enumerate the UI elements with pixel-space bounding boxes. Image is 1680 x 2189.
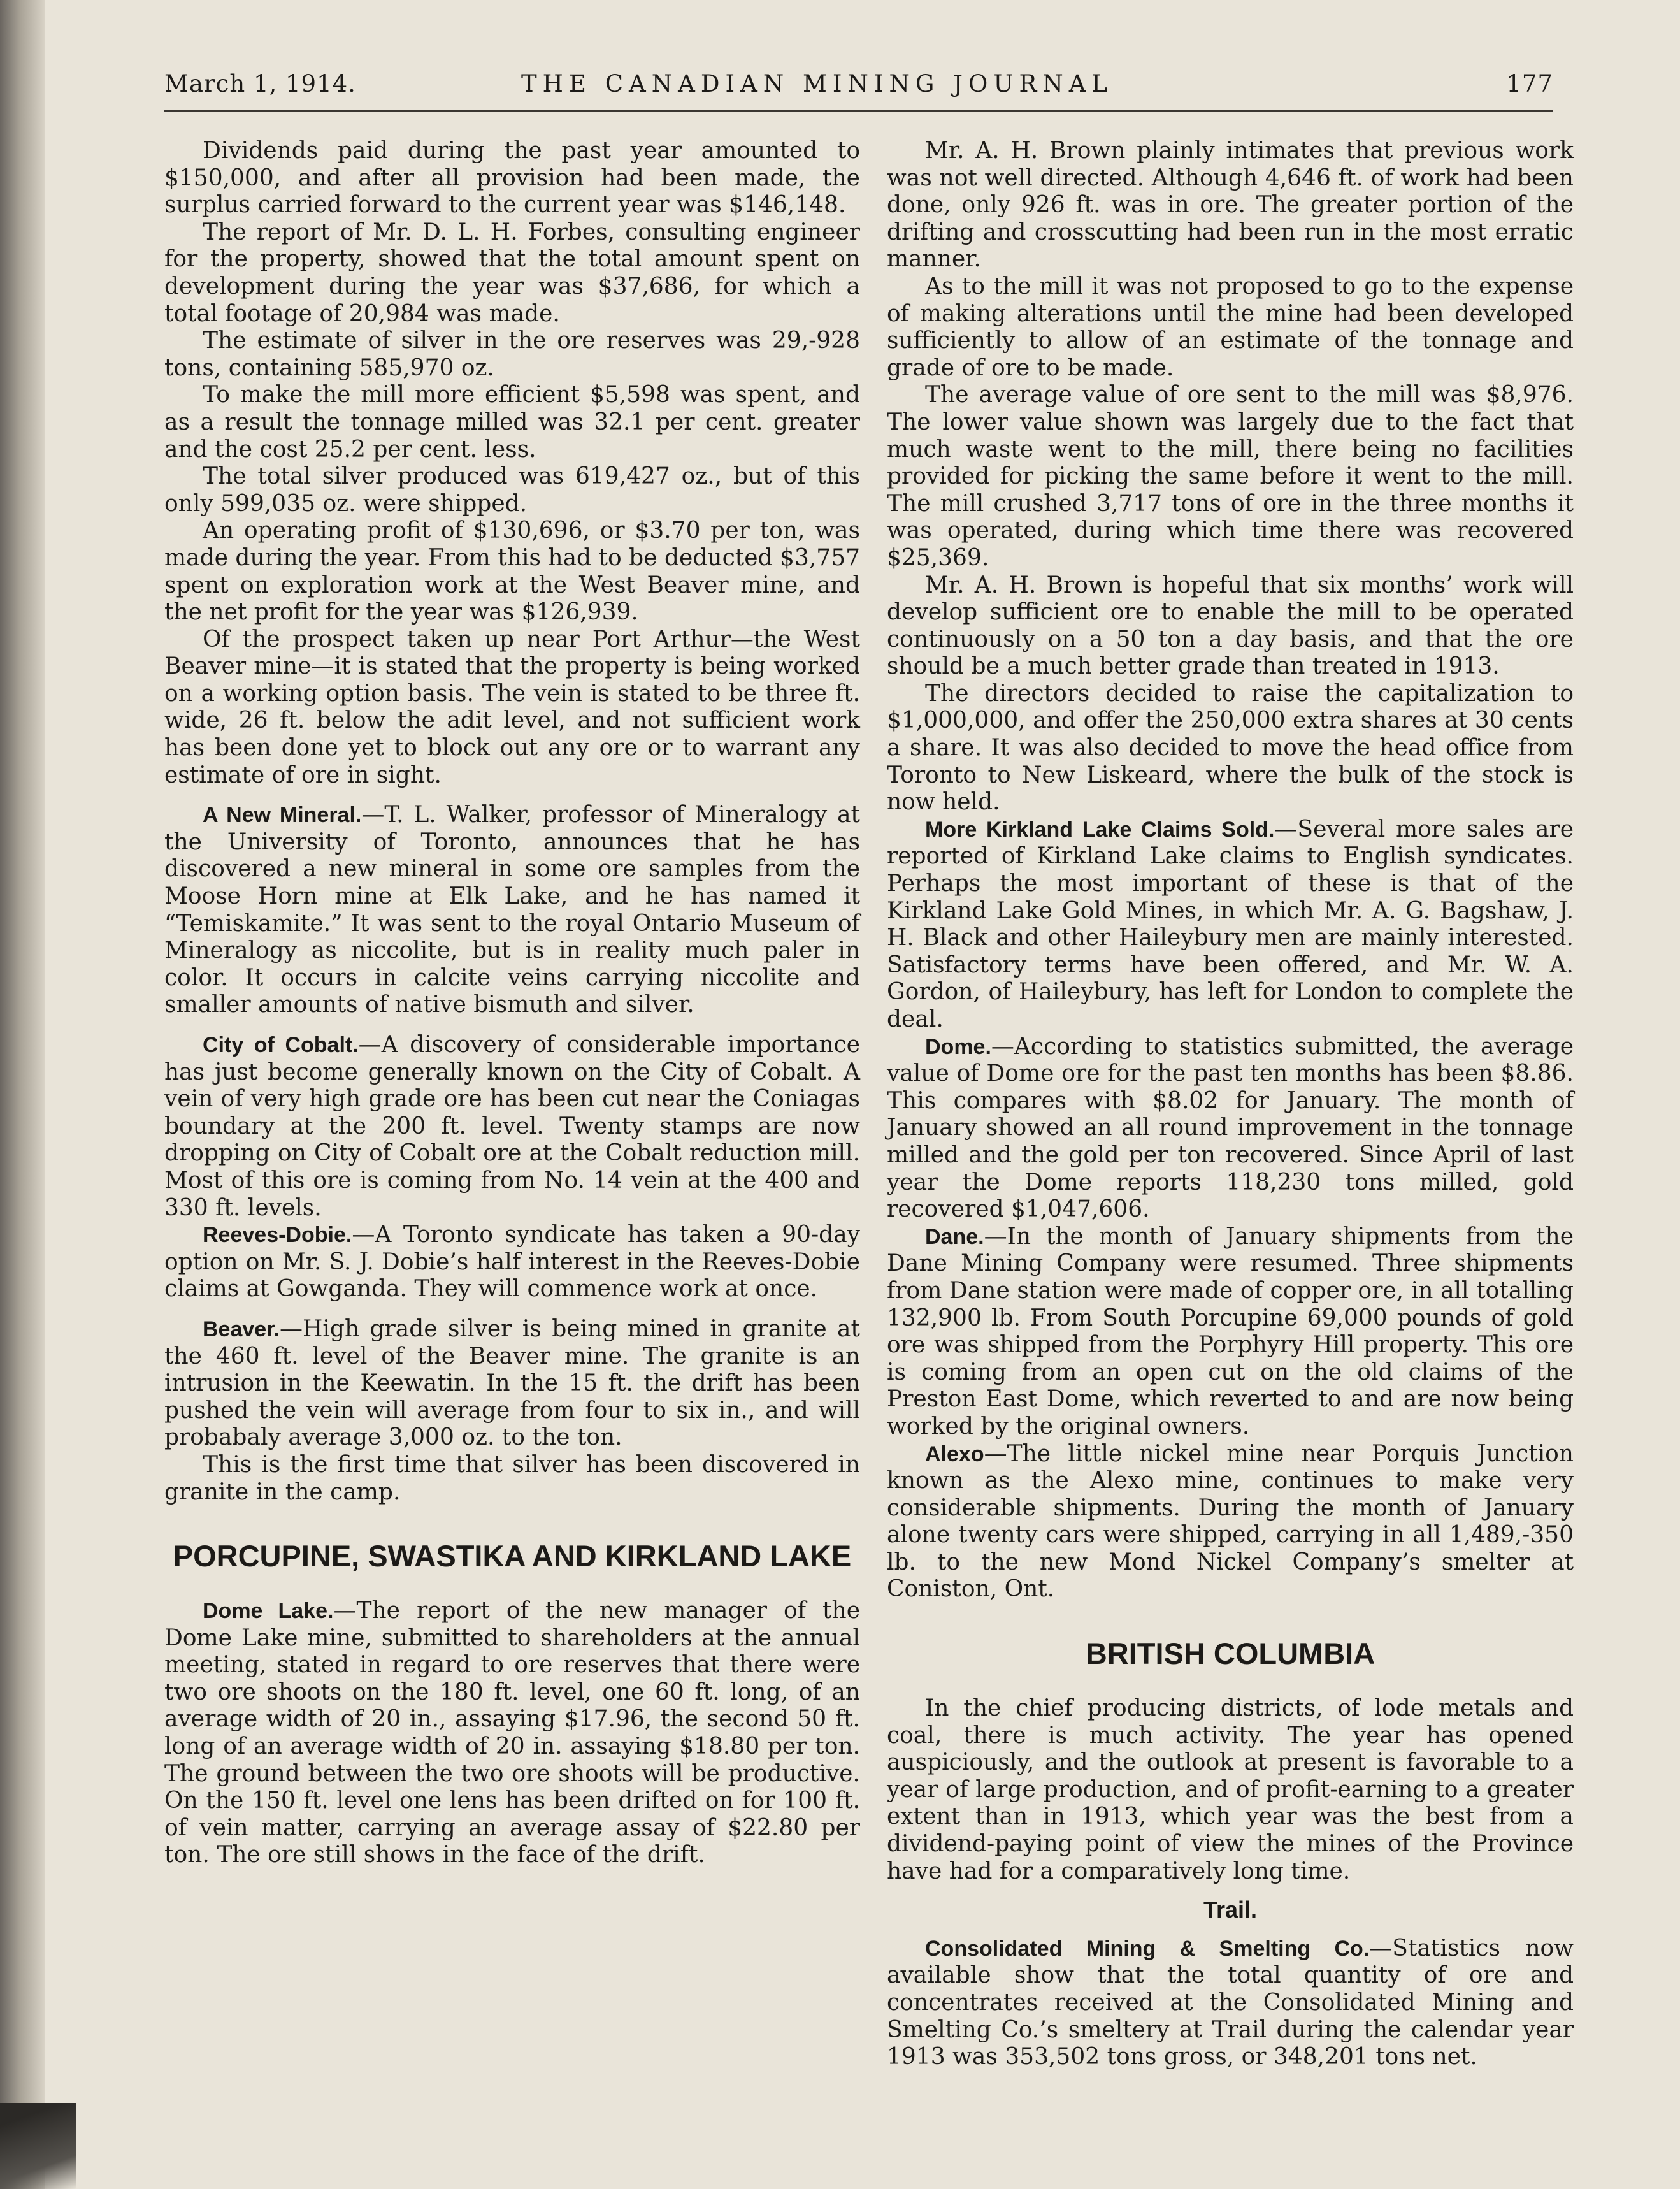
article-reeves-dobie — [164, 1222, 860, 1303]
article-text: —A Toronto syndicate has taken a 90-day option on Mr. S. J. Dobie’s half interest in the Reeves-Dobie claims at Gowganda. They will commence work at once. — [164, 1222, 860, 1303]
paragraph: The total silver produced was 619,427 oz., but of this only 599,035 oz. were shipped. — [164, 463, 860, 517]
article-alexo — [887, 1441, 1574, 1604]
paragraph: To make the mill more efficient $5,598 was spent, and as a result the tonnage milled was 32.1 per cent. greater and the cost 25.2 per cent. less. — [164, 382, 860, 463]
run-in-heading: Beaver. — [203, 1317, 280, 1341]
section-heading-british-columbia: BRITISH COLUMBIA — [1085, 1636, 1375, 1671]
article-text: —In the month of January shipments from the Dane Mining Company were resumed. Three shipments from Dane station were made of copper ore, in all totalling 132,900 lb. From South Porcupine 69,000 pounds of gold ore was shipped from the Porphyry Hill property. This ore is coming from an open cut on the old claims of the Preston East Dome, which reverted to and are now being worked by the original owners. — [887, 1223, 1574, 1440]
run-in-heading: Consolidated Mining & Smelting Co. — [925, 1936, 1370, 1961]
paragraph: An operating profit of $130,696, or $3.70 per ton, was made during the year. From this had to be deducted $3,757 spent on exploration work at the West Beaver mine, and the net profit for the year was $126,939. — [164, 517, 860, 626]
right-column — [887, 138, 1574, 2071]
page-number: 177 — [1506, 70, 1553, 98]
article-text: —Several more sales are reported of Kirkland Lake claims to English syndicates. Perhaps the most important of these is that of the Kirkland Lake Gold Mines, in which Mr. A. G. Bagshaw, J. H. Black and other Haileybury men are mainly interested. Satisfactory terms have been offered, and Mr. W. A. Gordon, of Haileybury, has left for London to complete the deal. — [887, 816, 1574, 1032]
left-column — [164, 138, 860, 1869]
section-heading: PORCUPINE, SWASTIKA AND KIRKLAND LAKE — [173, 1539, 852, 1573]
run-in-heading: Dane. — [925, 1224, 984, 1249]
subheading-trail: Trail. — [1203, 1896, 1258, 1923]
running-header — [164, 70, 1553, 108]
run-in-heading: Alexo — [925, 1441, 984, 1466]
page-corner-shadow — [0, 2103, 76, 2189]
journal-title: THE CANADIAN MINING JOURNAL — [521, 70, 1114, 98]
article-dome-lake — [164, 1598, 860, 1869]
article-text: —According to statistics submitted, the average value of Dome ore for the past ten months has been $8.86. This compares with $8.02 for January. The month of January showed an all round improvement in the tonnage milled and the gold per ton recovered. Since April of last year the Dome reports 118,230 tons milled, gold recovered $1,047,606. — [887, 1033, 1574, 1223]
article-text: —The report of the new manager of the Dome Lake mine, submitted to shareholders at the annual meeting, stated in regard to ore reserves that there were two ore shoots on the 180 ft. level, one 60 ft. long, of an average width of 20 in., assaying $17.96, the second 50 ft. long of an average width of 20 in. assaying $18.80 per ton. The ground between the two ore shoots will be productive. On the 150 ft. level one lens has been drifted on for 100 ft. of vein matter, carrying an average assay of $22.80 per ton. The ore still shows in the face of the drift. — [164, 1598, 860, 1868]
paragraph: Of the prospect taken up near Port Arthur—the West Beaver mine—it is stated that the property is being worked on a working option basis. The vein is stated to be three ft. wide, 26 ft. below the adit level, and not sufficient work has been done yet to block out any ore or to warrant any estimate of ore in sight. — [164, 626, 860, 788]
paragraph: Mr. A. H. Brown plainly intimates that previous work was not well directed. Although 4,646 ft. of work had been done, only 926 ft. was in ore. The greater portion of the drifting and crosscutting had been run in the most erratic manner. — [887, 138, 1574, 273]
article-dome — [887, 1034, 1574, 1224]
paragraph: As to the mill it was not proposed to go to the expense of making alterations until the mine had been developed sufficiently to allow of an estimate of the tonnage and grade of ore to be made. — [887, 273, 1574, 381]
book-spine-shadow — [0, 0, 45, 2189]
run-in-heading: Dome. — [925, 1034, 991, 1059]
header-rule — [164, 110, 1553, 112]
paragraph: The estimate of silver in the ore reserves was 29,-928 tons, containing 585,970 oz. — [164, 328, 860, 381]
article-city-of-cobalt — [164, 1032, 860, 1222]
article-beaver — [164, 1316, 860, 1452]
run-in-heading: Dome Lake. — [203, 1599, 334, 1624]
paragraph: In the chief producing districts, of lode metals and coal, there is much activity. The year has opened auspiciously, and the outlook at present is favorable to a year of large production, and of profit-earning to a greater extent than in 1913, which year was the best from a dividend-paying point of view the mines of the Province have had for a comparatively long time. — [887, 1695, 1574, 1884]
paragraph: The average value of ore sent to the mill was $8,976. The lower value shown was largely due to the fact that much waste went to the mill, there being no facilities provided for picking the same before it went to the mill. The mill crushed 3,717 tons of ore in the three months it was operated, during which time there was recovered $25,369. — [887, 382, 1574, 571]
article-kirkland-lake — [887, 816, 1574, 1034]
article-text: —Statistics now available show that the total quantity of ore and concentrates received at the Consolidated Mining and Smelting Co.’s smeltery at Trail during the calendar year 1913 was 353,502 tons gross, or 348,201 tons net. — [887, 1935, 1574, 2070]
paragraph: The directors decided to raise the capitalization to $1,000,000, and offer the 250,000 extra shares at 30 cents a share. It was also decided to move the head office from Toronto to New Liskeard, where the bulk of the stock is now held. — [887, 680, 1574, 816]
run-in-heading: A New Mineral. — [203, 803, 362, 828]
article-consolidated — [887, 1935, 1574, 2071]
paragraph: The report of Mr. D. L. H. Forbes, consulting engineer for the property, showed that the total amount spent on development during the year was $37,686, for which a total footage of 20,984 was made. — [164, 219, 860, 327]
paragraph: Dividends paid during the past year amounted to $150,000, and after all provision had been made, the surplus carried forward to the current year was $146,148. — [164, 138, 860, 219]
article-dane — [887, 1224, 1574, 1441]
article-text: —A discovery of considerable importance has just become generally known on the City of Cobalt. A vein of very high grade ore has been cut near the Coniagas boundary at the 200 ft. level. Twenty stamps are now dropping on City of Cobalt ore at the Cobalt reduction mill. Most of this ore is coming from No. 14 vein at the 400 and 330 ft. levels. — [164, 1032, 860, 1221]
article-new-mineral — [164, 802, 860, 1019]
article-text: —The little nickel mine near Porquis Junction known as the Alexo mine, continues to make very considerable shipments. During the month of January alone twenty cars were shipped, carrying in all 1,489,-350 lb. to the new Mond Nickel Company’s smelter at Coniston, Ont. — [887, 1440, 1574, 1603]
run-in-heading: More Kirkland Lake Claims Sold. — [925, 817, 1275, 842]
run-in-heading: Reeves-Dobie. — [203, 1223, 352, 1248]
article-text: —T. L. Walker, professor of Mineralogy at the University of Toronto, announces that he has discovered a new mineral in some ore samples from the Moose Horn mine at Elk Lake, and he has named it “Temiskamite.” It was sent to the royal Ontario Museum of Mineralogy as niccolite, but is in reality much paler in color. It occurs in calcite veins carrying niccolite and smaller amounts of native bismuth and silver. — [164, 802, 861, 1018]
run-in-heading: City of Cobalt. — [203, 1033, 359, 1057]
article-text: —High grade silver is being mined in granite at the 460 ft. level of the Beaver mine. The granite is an intrusion in the Keewatin. In the 15 ft. the drift has been pushed the vein will average from four to six in., and will probabaly average 3,000 oz. to the ton. — [164, 1315, 860, 1451]
header-date: March 1, 1914. — [164, 70, 356, 98]
paragraph: Mr. A. H. Brown is hopeful that six months’ work will develop sufficient ore to enable the mill to be operated continuously on a 50 ton a day basis, and that the ore should be a much better grade than treated in 1913. — [887, 572, 1574, 680]
paragraph: This is the first time that silver has been discovered in granite in the camp. — [164, 1451, 860, 1505]
